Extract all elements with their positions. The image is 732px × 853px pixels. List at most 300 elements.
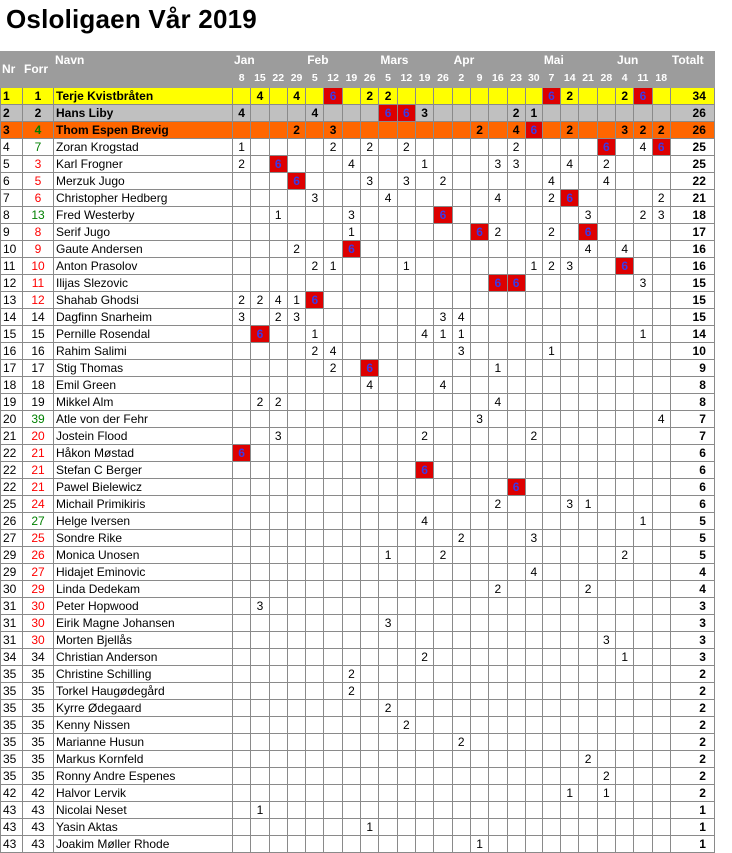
score-cell <box>634 836 652 853</box>
score-cell <box>525 156 542 173</box>
score-cell <box>397 581 415 598</box>
table-row <box>1 785 715 802</box>
score-cell <box>287 513 305 530</box>
score-cell <box>361 105 379 122</box>
score-cell <box>507 411 525 428</box>
score-cell <box>416 377 434 394</box>
player-name: Zoran Krogstad <box>54 139 233 156</box>
score-cell <box>361 700 379 717</box>
score-cell <box>489 700 507 717</box>
score-cell <box>361 258 379 275</box>
header-date: 5 <box>379 70 397 88</box>
score-cell <box>306 139 324 156</box>
score-cell <box>616 428 634 445</box>
score-cell <box>342 88 360 105</box>
score-cell <box>306 360 324 377</box>
score-cell <box>397 326 415 343</box>
score-cell <box>542 836 560 853</box>
score-cell <box>324 649 342 666</box>
score-cell <box>306 836 324 853</box>
score-cell: 3 <box>652 207 670 224</box>
score-cell <box>507 343 525 360</box>
total-cell: 3 <box>670 615 714 632</box>
score-cell: 2 <box>452 734 470 751</box>
score-cell <box>525 241 542 258</box>
score-cell <box>434 615 452 632</box>
score-cell <box>452 377 470 394</box>
score-cell <box>233 615 251 632</box>
score-cell <box>251 156 269 173</box>
rank-cell: 5 <box>1 156 23 173</box>
score-cell <box>361 768 379 785</box>
score-cell: 4 <box>634 139 652 156</box>
score-cell <box>233 734 251 751</box>
score-cell <box>616 292 634 309</box>
score-cell <box>416 700 434 717</box>
score-cell <box>470 156 488 173</box>
score-cell <box>324 105 342 122</box>
score-cell <box>542 683 560 700</box>
score-cell <box>379 768 397 785</box>
score-cell <box>269 360 287 377</box>
score-cell <box>525 411 542 428</box>
score-cell <box>233 666 251 683</box>
score-cell <box>251 836 269 853</box>
score-cell <box>379 666 397 683</box>
score-cell <box>434 496 452 513</box>
score-cell <box>452 292 470 309</box>
score-cell <box>561 802 579 819</box>
score-cell <box>597 496 615 513</box>
score-cell <box>361 241 379 258</box>
score-cell <box>379 394 397 411</box>
score-cell: 3 <box>434 309 452 326</box>
score-cell <box>416 445 434 462</box>
player-name: Pernille Rosendal <box>54 326 233 343</box>
score-cell: 2 <box>470 122 488 139</box>
score-cell <box>397 241 415 258</box>
score-cell <box>525 139 542 156</box>
previous-rank-cell: 10 <box>23 258 54 275</box>
previous-rank-cell: 34 <box>23 649 54 666</box>
score-cell <box>397 513 415 530</box>
score-cell <box>507 394 525 411</box>
score-cell: 6 <box>324 88 342 105</box>
score-cell <box>379 819 397 836</box>
score-cell: 3 <box>416 105 434 122</box>
score-cell <box>470 445 488 462</box>
score-cell <box>561 275 579 292</box>
score-cell <box>452 207 470 224</box>
score-cell <box>434 445 452 462</box>
score-cell <box>470 734 488 751</box>
header-date: 8 <box>233 70 251 88</box>
score-cell <box>507 530 525 547</box>
score-cell <box>361 394 379 411</box>
score-cell: 2 <box>561 122 579 139</box>
score-cell <box>342 462 360 479</box>
score-cell <box>616 377 634 394</box>
score-cell <box>306 241 324 258</box>
score-cell <box>251 360 269 377</box>
score-cell <box>233 411 251 428</box>
score-cell: 1 <box>251 802 269 819</box>
score-cell <box>269 258 287 275</box>
score-cell <box>507 598 525 615</box>
score-cell: 2 <box>542 224 560 241</box>
score-cell <box>652 309 670 326</box>
score-cell <box>397 411 415 428</box>
score-cell <box>397 496 415 513</box>
score-cell <box>361 683 379 700</box>
score-cell <box>579 513 597 530</box>
rank-cell: 29 <box>1 564 23 581</box>
score-cell <box>397 751 415 768</box>
score-cell <box>397 462 415 479</box>
score-cell: 6 <box>542 88 560 105</box>
score-cell <box>287 666 305 683</box>
score-cell <box>361 156 379 173</box>
score-cell <box>434 428 452 445</box>
score-cell <box>452 241 470 258</box>
header-date: 12 <box>397 70 415 88</box>
score-cell <box>342 717 360 734</box>
score-cell <box>324 428 342 445</box>
score-cell <box>342 530 360 547</box>
score-cell <box>507 241 525 258</box>
score-cell: 2 <box>287 241 305 258</box>
score-cell <box>269 632 287 649</box>
score-cell <box>452 394 470 411</box>
score-cell <box>616 309 634 326</box>
score-cell <box>652 462 670 479</box>
score-cell <box>470 683 488 700</box>
score-cell <box>470 802 488 819</box>
score-cell <box>616 734 634 751</box>
score-cell <box>579 173 597 190</box>
score-cell <box>434 666 452 683</box>
score-cell <box>470 717 488 734</box>
score-cell <box>287 700 305 717</box>
previous-rank-cell: 9 <box>23 241 54 258</box>
score-cell: 3 <box>489 156 507 173</box>
score-cell <box>652 649 670 666</box>
score-cell <box>597 190 615 207</box>
score-cell <box>416 309 434 326</box>
score-cell <box>634 462 652 479</box>
player-name: Christian Anderson <box>54 649 233 666</box>
score-cell: 1 <box>342 224 360 241</box>
score-cell: 6 <box>251 326 269 343</box>
score-cell: 2 <box>542 190 560 207</box>
score-cell <box>452 768 470 785</box>
score-cell: 4 <box>616 241 634 258</box>
score-cell <box>542 734 560 751</box>
score-cell <box>361 581 379 598</box>
score-cell <box>251 734 269 751</box>
score-cell <box>470 768 488 785</box>
score-cell <box>470 207 488 224</box>
score-cell <box>579 768 597 785</box>
score-cell <box>452 411 470 428</box>
table-row <box>1 836 715 853</box>
header-date: 26 <box>361 70 379 88</box>
score-cell <box>579 428 597 445</box>
total-cell: 2 <box>670 785 714 802</box>
score-cell <box>233 462 251 479</box>
score-cell <box>542 360 560 377</box>
score-cell: 4 <box>233 105 251 122</box>
score-cell <box>507 836 525 853</box>
score-cell <box>634 700 652 717</box>
score-cell <box>416 734 434 751</box>
score-cell <box>324 564 342 581</box>
score-cell <box>652 768 670 785</box>
score-cell <box>561 615 579 632</box>
score-cell <box>616 683 634 700</box>
score-cell <box>507 751 525 768</box>
score-cell <box>634 241 652 258</box>
score-cell <box>287 190 305 207</box>
score-cell <box>652 156 670 173</box>
player-name: Atle von der Fehr <box>54 411 233 428</box>
score-cell <box>233 241 251 258</box>
score-cell <box>489 564 507 581</box>
score-cell <box>489 411 507 428</box>
score-cell <box>306 581 324 598</box>
score-cell <box>361 292 379 309</box>
player-name: Emil Green <box>54 377 233 394</box>
score-cell <box>434 275 452 292</box>
score-cell <box>579 343 597 360</box>
score-cell: 4 <box>342 156 360 173</box>
score-cell <box>507 819 525 836</box>
score-cell <box>561 394 579 411</box>
score-cell <box>597 513 615 530</box>
table-row <box>1 105 715 122</box>
table-row <box>1 802 715 819</box>
score-cell <box>507 258 525 275</box>
score-cell <box>269 768 287 785</box>
score-cell <box>634 343 652 360</box>
score-cell <box>579 632 597 649</box>
score-cell <box>579 734 597 751</box>
score-cell <box>489 105 507 122</box>
score-cell <box>251 241 269 258</box>
score-cell: 4 <box>361 377 379 394</box>
score-cell <box>579 156 597 173</box>
score-cell <box>324 768 342 785</box>
score-cell <box>507 326 525 343</box>
rank-cell: 35 <box>1 751 23 768</box>
score-cell <box>561 598 579 615</box>
score-cell <box>542 428 560 445</box>
rank-cell: 35 <box>1 683 23 700</box>
score-cell: 2 <box>652 122 670 139</box>
score-cell <box>542 768 560 785</box>
table-row <box>1 377 715 394</box>
score-cell <box>489 122 507 139</box>
score-cell <box>634 224 652 241</box>
score-cell <box>269 649 287 666</box>
table-row <box>1 292 715 309</box>
score-cell <box>251 479 269 496</box>
score-cell <box>342 734 360 751</box>
score-cell <box>251 717 269 734</box>
table-row <box>1 564 715 581</box>
rank-cell: 10 <box>1 241 23 258</box>
previous-rank-cell: 14 <box>23 309 54 326</box>
rank-cell: 22 <box>1 462 23 479</box>
table-row <box>1 819 715 836</box>
player-name: Anton Prasolov <box>54 258 233 275</box>
score-cell <box>361 836 379 853</box>
score-cell <box>434 581 452 598</box>
score-cell <box>616 479 634 496</box>
score-cell: 3 <box>306 190 324 207</box>
score-cell <box>616 326 634 343</box>
score-cell: 2 <box>507 139 525 156</box>
score-cell <box>452 547 470 564</box>
score-cell <box>652 683 670 700</box>
score-cell <box>416 139 434 156</box>
total-cell: 7 <box>670 428 714 445</box>
score-cell <box>324 377 342 394</box>
score-cell <box>287 751 305 768</box>
score-cell <box>233 751 251 768</box>
score-cell <box>233 802 251 819</box>
score-cell: 4 <box>561 156 579 173</box>
score-cell <box>452 105 470 122</box>
score-cell <box>287 394 305 411</box>
score-cell <box>561 700 579 717</box>
score-cell <box>306 122 324 139</box>
score-cell <box>342 564 360 581</box>
score-cell <box>616 666 634 683</box>
score-cell <box>634 666 652 683</box>
score-cell <box>616 802 634 819</box>
rank-cell: 6 <box>1 173 23 190</box>
score-cell <box>416 666 434 683</box>
score-cell <box>525 717 542 734</box>
rank-cell: 27 <box>1 530 23 547</box>
score-cell <box>470 377 488 394</box>
score-cell <box>287 734 305 751</box>
score-cell <box>361 751 379 768</box>
score-cell <box>525 326 542 343</box>
score-cell <box>269 88 287 105</box>
total-cell: 7 <box>670 411 714 428</box>
score-cell <box>616 785 634 802</box>
score-cell <box>561 547 579 564</box>
score-cell <box>306 88 324 105</box>
player-name: Serif Jugo <box>54 224 233 241</box>
rank-cell: 31 <box>1 598 23 615</box>
score-cell <box>542 156 560 173</box>
table-row <box>1 190 715 207</box>
score-cell <box>287 207 305 224</box>
score-cell <box>269 615 287 632</box>
score-cell <box>507 683 525 700</box>
score-cell <box>470 513 488 530</box>
score-cell <box>342 581 360 598</box>
score-cell <box>434 819 452 836</box>
player-name: Rahim Salimi <box>54 343 233 360</box>
score-cell <box>561 734 579 751</box>
rank-cell: 26 <box>1 513 23 530</box>
score-cell <box>507 734 525 751</box>
score-cell <box>561 581 579 598</box>
player-name: Morten Bjellås <box>54 632 233 649</box>
score-cell <box>397 122 415 139</box>
score-cell <box>579 309 597 326</box>
score-cell <box>616 360 634 377</box>
score-cell <box>507 615 525 632</box>
player-name: Hidajet Eminovic <box>54 564 233 581</box>
score-cell <box>342 751 360 768</box>
score-cell <box>452 173 470 190</box>
player-name: Torkel Haugødegård <box>54 683 233 700</box>
previous-rank-cell: 21 <box>23 462 54 479</box>
score-cell <box>287 819 305 836</box>
score-cell <box>616 224 634 241</box>
score-cell <box>634 479 652 496</box>
score-cell <box>597 343 615 360</box>
rank-cell: 31 <box>1 615 23 632</box>
score-cell <box>306 411 324 428</box>
total-cell: 22 <box>670 173 714 190</box>
player-name: Joakim Møller Rhode <box>54 836 233 853</box>
score-cell <box>416 479 434 496</box>
score-cell <box>634 802 652 819</box>
table-row <box>1 241 715 258</box>
score-cell <box>489 666 507 683</box>
score-cell <box>597 479 615 496</box>
score-cell <box>542 598 560 615</box>
score-cell <box>634 190 652 207</box>
score-cell <box>525 462 542 479</box>
score-cell <box>397 649 415 666</box>
score-cell <box>287 564 305 581</box>
score-cell <box>507 173 525 190</box>
score-cell: 1 <box>525 105 542 122</box>
score-cell: 3 <box>342 207 360 224</box>
player-name: Kyrre Ødegaard <box>54 700 233 717</box>
score-cell <box>397 445 415 462</box>
score-cell <box>361 428 379 445</box>
score-cell <box>597 649 615 666</box>
score-cell <box>269 462 287 479</box>
total-cell: 26 <box>670 105 714 122</box>
score-cell <box>342 173 360 190</box>
score-cell <box>542 530 560 547</box>
score-cell <box>616 632 634 649</box>
score-cell <box>379 207 397 224</box>
score-cell <box>269 343 287 360</box>
score-cell <box>361 564 379 581</box>
score-cell <box>287 598 305 615</box>
score-cell <box>324 530 342 547</box>
score-cell <box>525 479 542 496</box>
score-cell <box>379 224 397 241</box>
header-date: 23 <box>507 70 525 88</box>
score-cell <box>233 547 251 564</box>
score-cell <box>561 717 579 734</box>
total-cell: 26 <box>670 122 714 139</box>
score-cell <box>452 479 470 496</box>
score-cell <box>652 564 670 581</box>
standings-table <box>0 51 715 853</box>
